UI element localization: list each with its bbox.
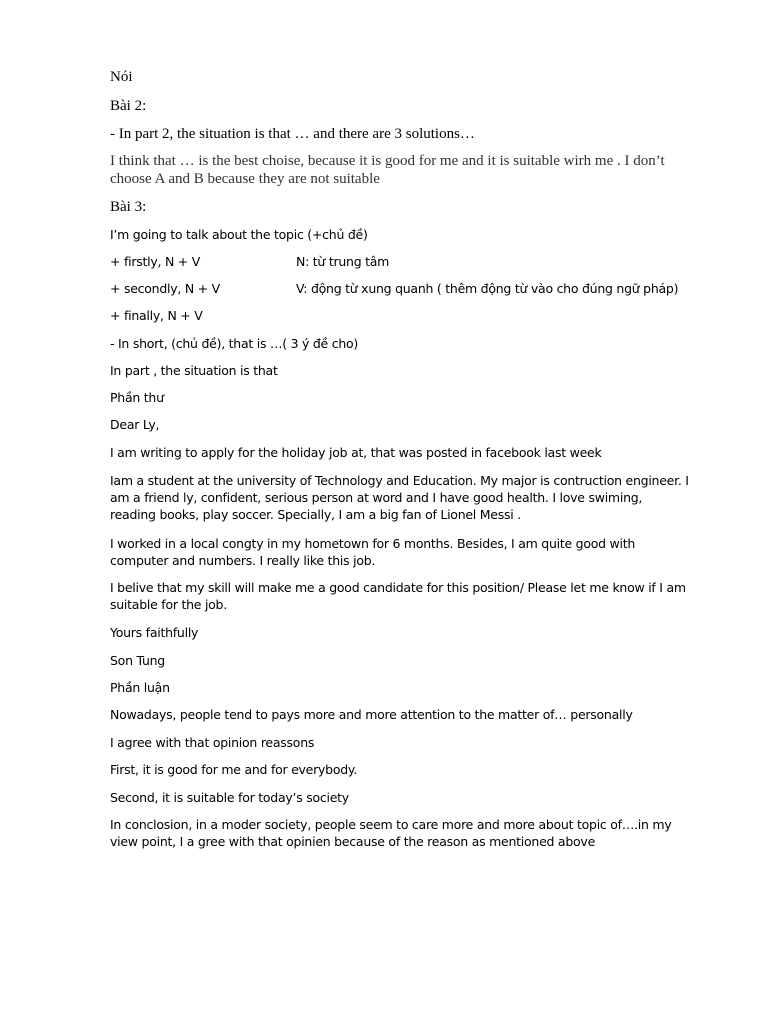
firstly-row bbox=[110, 253, 690, 270]
in-part-line: In part , the situation is that bbox=[110, 363, 278, 378]
essay-first-line: First, it is good for me and for everybody. bbox=[110, 762, 358, 777]
essay-second-line: Second, it is suitable for today’s society bbox=[110, 790, 349, 805]
firstly-text: + firstly, N + V bbox=[110, 254, 201, 269]
letter-worked-paragraph: I worked in a local congty in my hometown for 6 months. Besides, I am quite good with computer and numbers. I really like this job. bbox=[110, 536, 636, 568]
topic-line: I’m going to talk about the topic (+chủ đề) bbox=[110, 227, 368, 242]
heading-phan-thu: Phần thư bbox=[110, 390, 164, 405]
letter-closing: Yours faithfully bbox=[110, 625, 199, 640]
in-short-line: - In short, (chủ đề), that is …( 3 ý đề cho) bbox=[110, 336, 359, 351]
heading-bai-2: Bài 2: bbox=[110, 98, 147, 114]
letter-greeting: Dear Ly, bbox=[110, 417, 160, 432]
secondly-row bbox=[110, 280, 690, 297]
heading-noi: Nói bbox=[110, 69, 133, 85]
heading-bai-3: Bài 3: bbox=[110, 199, 147, 215]
secondly-text: + secondly, N + V bbox=[110, 281, 220, 296]
letter-signature: Son Tung bbox=[110, 653, 165, 668]
heading-phan-luan: Phần luận bbox=[110, 680, 170, 695]
letter-student-paragraph: Iam a student at the university of Technology and Education. My major is contruction engineer. I am a friend ly, confident, serious person at word and I have good health. I love swiming, reading books, play soccer. Specially, I am a big fan of Lionel Messi . bbox=[110, 473, 689, 522]
essay-nowadays-line: Nowadays, people tend to pays more and more attention to the matter of… personally bbox=[110, 707, 633, 722]
essay-agree-line: I agree with that opinion reassons bbox=[110, 735, 315, 750]
firstly-note: N: từ trung tâm bbox=[296, 254, 390, 269]
letter-belive-paragraph: I belive that my skill will make me a good candidate for this position/ Please let me know if I am suitable for the job. bbox=[110, 580, 686, 612]
think-paragraph: I think that … is the best choise, because it is good for me and it is suitable wirh me . I don’t choose A and B because they are not suitable bbox=[110, 153, 665, 187]
finally-line: + finally, N + V bbox=[110, 308, 203, 323]
secondly-note: V: động từ xung quanh ( thêm động từ vào cho đúng ngữ pháp) bbox=[296, 281, 679, 296]
essay-conclusion-paragraph: In conclosion, in a moder society, people seem to care more and more about topic of….in my view point, I a gree with that opinien because of the reason as mentioned above bbox=[110, 817, 672, 849]
part2-line: - In part 2, the situation is that … and there are 3 solutions… bbox=[110, 126, 475, 142]
letter-apply-line: I am writing to apply for the holiday job at, that was posted in facebook last week bbox=[110, 445, 602, 460]
